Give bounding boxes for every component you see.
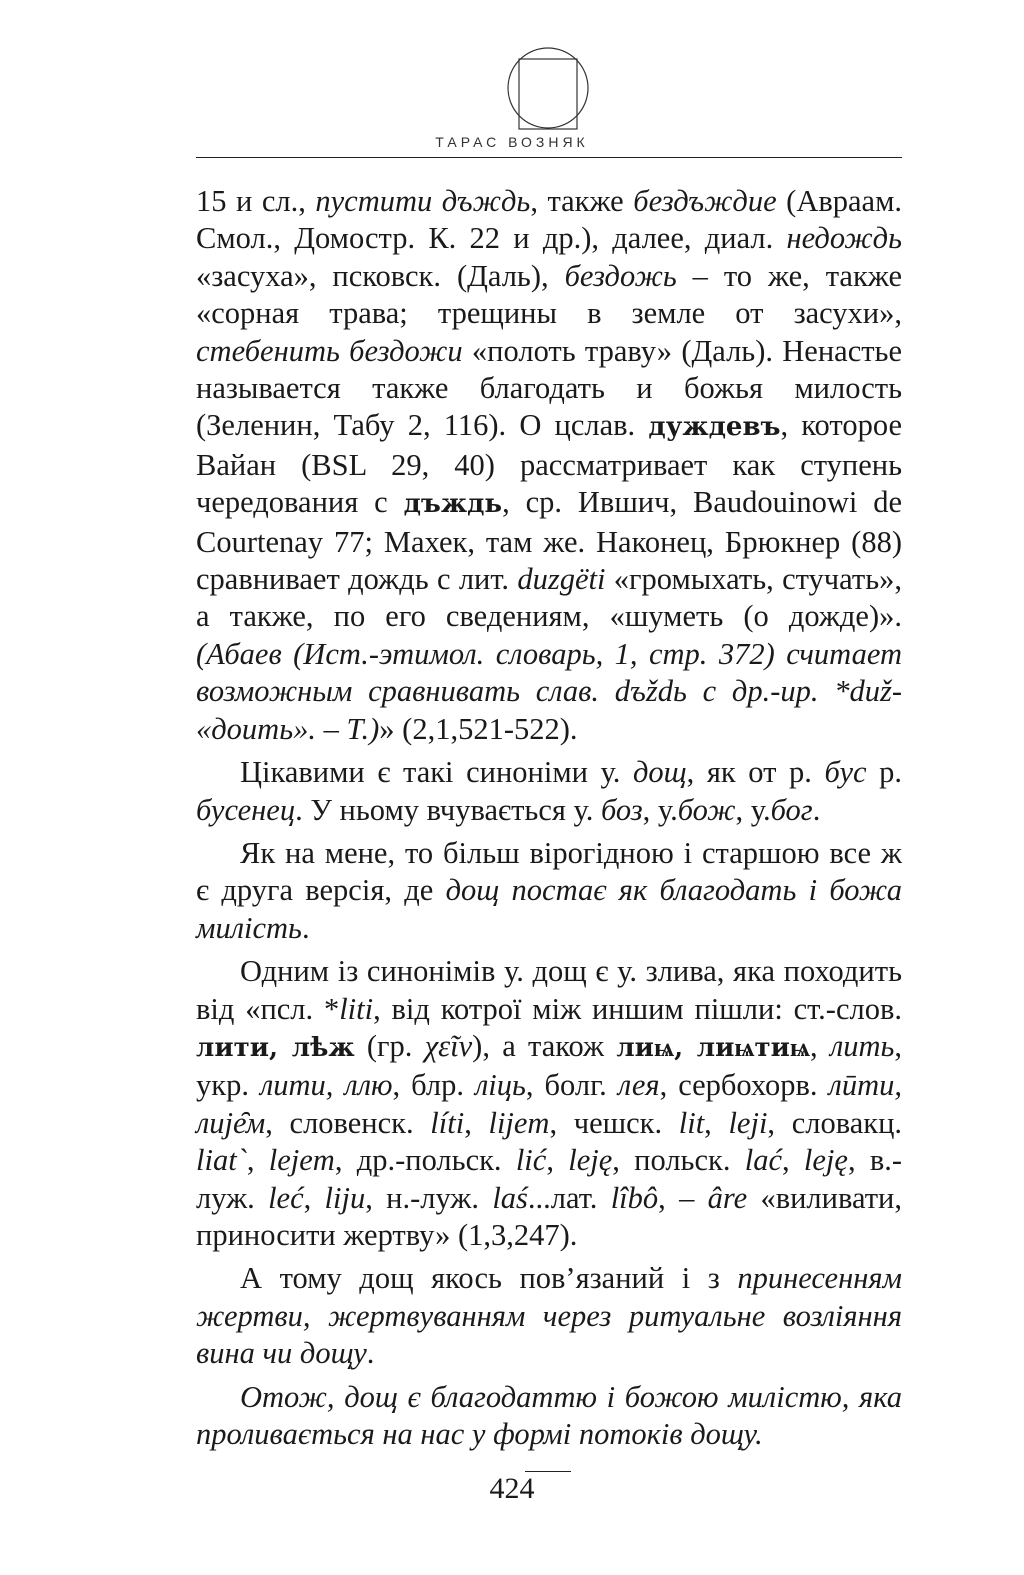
italic-text: lić (515, 1143, 547, 1178)
text-run: . (366, 1336, 375, 1371)
italic-text: принесенням жертви, жертвуванням через ритуальне возліяння вина чи дощу (196, 1261, 902, 1371)
text-run: «засуха», псковск. (Даль), (196, 258, 565, 293)
paragraph (196, 835, 902, 947)
text-run: А тому дощ якось пов’язаний і з (240, 1261, 738, 1296)
italic-text: бездъждие (633, 184, 777, 218)
text-run: , в.-луж. (196, 1143, 903, 1215)
text-run: , у. (735, 792, 771, 827)
text-run: , (464, 1105, 489, 1140)
italic-text: бус (824, 755, 867, 790)
text-run: «виливати, приносити жертву» (1,3,247). (196, 1180, 902, 1252)
text-run: «полоть траву» (Даль). Ненастье называется также благодать и божья милость (Зеленин, Табу 2, 116). О цслав. (196, 333, 903, 443)
italic-text: leć (268, 1180, 304, 1215)
italic-text: боз (600, 792, 643, 827)
text-run: , словенск. (265, 1105, 431, 1140)
church-slavonic-text: дуждевъ (648, 412, 781, 443)
text-run: » (2,1,521-522). (379, 711, 578, 746)
church-slavonic-text: лити, лѣж (196, 1032, 355, 1063)
text-run: р. (866, 755, 902, 790)
paragraph (196, 953, 902, 1254)
text-run: , укр. (196, 1028, 903, 1103)
text-run: , (810, 1028, 830, 1063)
text-run: Одним із синонімів у. дощ є у. злива, яка походить від «псл. * (196, 954, 902, 1026)
page-number: 424 (489, 1472, 535, 1505)
italic-text: лить (829, 1028, 895, 1063)
italic-text: недождь (786, 221, 902, 256)
text-run: , (303, 1180, 325, 1215)
italic-text: дощ (632, 755, 687, 790)
italic-text: laś (492, 1180, 528, 1215)
text-run: , др.-польск. (334, 1143, 516, 1178)
paragraph (196, 183, 902, 748)
text-run: , від котрої між иншим пішли: ст.-слов. (373, 991, 902, 1026)
text-run: , также (530, 184, 634, 218)
italic-text: дощ постає як благодать і божа милість (196, 873, 902, 945)
italic-text: χεῖν (424, 1028, 473, 1063)
italic-text: стебенить бездожи (196, 333, 463, 368)
italic-text: бог (770, 792, 813, 827)
italic-text: лӣти, лије̑м (196, 1068, 902, 1140)
italic-text: liti (339, 991, 374, 1026)
text-run: ), а також (472, 1028, 617, 1063)
church-slavonic-text: дъждь (403, 489, 503, 520)
text-run: (гр. (354, 1028, 425, 1063)
italic-text: lać (744, 1143, 782, 1178)
italic-text: duzgëti (517, 562, 606, 597)
italic-text: leję (568, 1143, 613, 1178)
italic-text: Отож, дощ є благодаттю і божою милістю, яка проливається на нас у формі потоків дощу. (196, 1379, 902, 1451)
text-run: , ср. Ившич, Baudouinowi de Courtenay 77; Махек, там же. Наконец, Брюкнер (88) сравнивает дождь с лит. (196, 485, 902, 597)
text-run: , болг. (525, 1068, 618, 1103)
text-run: , сербохорв. (659, 1068, 829, 1103)
text-run: , (246, 1143, 269, 1178)
paragraph (196, 1260, 902, 1372)
text-run: Як на мене, то більш вірогідною і старшою все ж є друга версія, де (196, 835, 902, 908)
text-run: , (704, 1105, 729, 1140)
text-run: , н.-луж. (365, 1180, 493, 1215)
running-head-author: ТАРАС ВОЗНЯК (435, 134, 589, 150)
italic-text: ліць (475, 1068, 526, 1103)
text-run: – то же, также «сорная трава; трещины в земле от засухи», (196, 258, 902, 331)
text-run: Цікавими є такі синоніми у. (240, 755, 633, 790)
italic-text: liat` (196, 1143, 247, 1178)
italic-text: лея (617, 1068, 660, 1103)
italic-text: lîbô (610, 1180, 659, 1215)
italic-text: бездожь (564, 258, 677, 293)
text-run: , як от р. (686, 755, 825, 790)
text-run: ...лат. (527, 1180, 611, 1215)
text-run: (Авраам. Смол., Домостр. К. 22 и др.), далее, диал. (196, 184, 903, 256)
paragraph (196, 1379, 902, 1454)
italic-text: lit (678, 1105, 705, 1140)
italic-text: пустити дъждь (315, 184, 531, 218)
circle-square-emblem-icon (506, 46, 590, 130)
italic-text: leję (803, 1143, 848, 1178)
italic-text: лити, ллю (259, 1068, 393, 1103)
italic-text: lijem (488, 1105, 550, 1140)
italic-text: бусенец (196, 792, 296, 827)
church-slavonic-text: лиѩ, лиѩтиѩ (616, 1032, 811, 1063)
text-run: , польск. (612, 1143, 745, 1178)
text-run: , которое Вайан (BSL 29, 40) рассматривает как ступень чередования с (196, 408, 902, 520)
italic-text: âre (707, 1180, 748, 1215)
italic-text: leji (728, 1105, 768, 1140)
italic-text: líti (430, 1105, 465, 1140)
header-rule (196, 157, 902, 158)
italic-text: (Абаев (Ист.-этимол. словарь, 1, стр. 372) считает возможным сравнивать слав. dъždь с др.-ир. *duž- «доить». – Т.) (196, 636, 902, 746)
text-run: , (782, 1143, 804, 1178)
text-run: , у. (642, 792, 678, 827)
text-run: . (812, 792, 821, 827)
italic-text: liju (324, 1180, 366, 1215)
text-run: , (546, 1143, 569, 1178)
text-run: , блр. (392, 1068, 475, 1103)
text-run: 15 и сл., (196, 184, 316, 218)
italic-text: lejem (268, 1143, 335, 1178)
text-run: , чешск. (549, 1105, 679, 1140)
text-run: «громыхать, стучать», а также, по его сведениям, «шуметь (о дожде)». (196, 562, 902, 634)
paragraph (196, 754, 902, 829)
text-run: . У ньому вчувається у. (295, 792, 601, 827)
body-text (196, 183, 902, 1459)
text-run: . (301, 910, 310, 945)
text-run: , словакц. (767, 1105, 903, 1140)
italic-text: бож (677, 792, 736, 827)
text-run: , – (658, 1180, 708, 1215)
